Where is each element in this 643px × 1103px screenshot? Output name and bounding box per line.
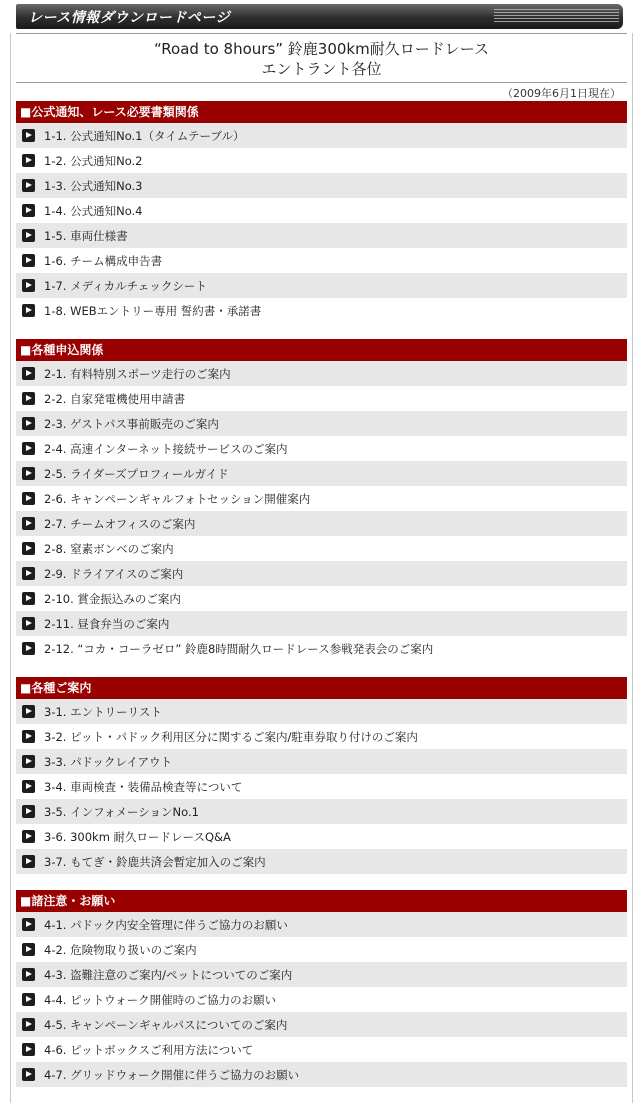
document-link-item[interactable]	[16, 561, 627, 586]
document-link-item[interactable]	[16, 173, 627, 198]
document-link-label[interactable]: 3-5. インフォメーションNo.1	[44, 804, 199, 819]
document-link-label[interactable]: 1-7. メディカルチェックシート	[44, 278, 207, 293]
document-link-item[interactable]	[16, 824, 627, 849]
document-link-item[interactable]	[16, 223, 627, 248]
play-arrow-icon	[22, 517, 35, 530]
document-link-label[interactable]: 3-4. 車両検査・装備品検査等について	[44, 779, 243, 794]
document-link-label[interactable]: 2-9. ドライアイスのご案内	[44, 566, 184, 581]
document-link-item[interactable]	[16, 962, 627, 987]
play-arrow-icon	[22, 179, 35, 192]
play-arrow-icon	[22, 968, 35, 981]
document-link-label[interactable]: 3-6. 300km 耐久ロードレースQ&A	[44, 829, 231, 844]
document-list	[16, 123, 627, 323]
title-top-rule	[16, 33, 627, 34]
document-link-label[interactable]: 2-11. 昼食弁当のご案内	[44, 616, 170, 631]
play-arrow-icon	[22, 730, 35, 743]
document-link-label[interactable]: 4-4. ピットウォーク開催時のご協力のお願い	[44, 992, 277, 1007]
document-link-item[interactable]	[16, 536, 627, 561]
document-link-item[interactable]	[16, 774, 627, 799]
document-link-label[interactable]: 1-5. 車両仕様書	[44, 228, 128, 243]
document-link-label[interactable]: 4-3. 盗難注意のご案内/ペットについてのご案内	[44, 967, 293, 982]
document-link-item[interactable]	[16, 912, 627, 937]
section-heading: ■諸注意・お願い	[16, 890, 627, 912]
document-list	[16, 912, 627, 1087]
play-arrow-icon	[22, 467, 35, 480]
document-link-label[interactable]: 4-5. キャンペーンギャルパスについてのご案内	[44, 1017, 288, 1032]
document-link-item[interactable]	[16, 636, 627, 661]
play-arrow-icon	[22, 855, 35, 868]
document-link-label[interactable]: 2-8. 窒素ボンベのご案内	[44, 541, 174, 556]
section-official-notices	[16, 101, 627, 323]
section-guides	[16, 677, 627, 874]
play-arrow-icon	[22, 993, 35, 1006]
document-link-label[interactable]: 2-12. “コカ・コーラゼロ” 鈴鹿8時間耐久ロードレース参戦発表会のご案内	[44, 641, 434, 656]
document-link-item[interactable]	[16, 298, 627, 323]
as-of-date: （2009年6月1日現在）	[502, 87, 621, 100]
document-link-item[interactable]	[16, 987, 627, 1012]
play-arrow-icon	[22, 367, 35, 380]
play-arrow-icon	[22, 279, 35, 292]
play-arrow-icon	[22, 154, 35, 167]
document-link-item[interactable]	[16, 699, 627, 724]
document-link-label[interactable]: 1-1. 公式通知No.1（タイムテーブル）	[44, 128, 245, 143]
document-list	[16, 699, 627, 874]
document-link-label[interactable]: 3-7. もてぎ・鈴鹿共済会暫定加入のご案内	[44, 854, 266, 869]
document-link-label[interactable]: 1-2. 公式通知No.2	[44, 153, 143, 168]
play-arrow-icon	[22, 780, 35, 793]
section-heading: ■各種申込関係	[16, 339, 627, 361]
play-arrow-icon	[22, 1018, 35, 1031]
event-title-line1: “Road to 8hours” 鈴鹿300km耐久ロードレース	[154, 40, 489, 58]
document-link-item[interactable]	[16, 1037, 627, 1062]
page-header-title: レース情報ダウンロードページ	[28, 10, 231, 26]
document-link-label[interactable]: 2-10. 賞金振込みのご案内	[44, 591, 181, 606]
page-header-banner	[16, 4, 623, 29]
document-link-label[interactable]: 2-4. 高速インターネット接続サービスのご案内	[44, 441, 288, 456]
document-link-item[interactable]	[16, 386, 627, 411]
play-arrow-icon	[22, 417, 35, 430]
document-link-item[interactable]	[16, 749, 627, 774]
document-link-label[interactable]: 4-2. 危険物取り扱いのご案内	[44, 942, 197, 957]
document-link-item[interactable]	[16, 411, 627, 436]
document-link-label[interactable]: 4-7. グリッドウォーク開催に伴うご協力のお願い	[44, 1067, 300, 1082]
document-link-item[interactable]	[16, 1012, 627, 1037]
play-arrow-icon	[22, 805, 35, 818]
document-link-label[interactable]: 1-6. チーム構成申告書	[44, 253, 163, 268]
section-cautions	[16, 890, 627, 1087]
document-link-item[interactable]	[16, 724, 627, 749]
document-link-item[interactable]	[16, 148, 627, 173]
section-heading: ■各種ご案内	[16, 677, 627, 699]
document-link-item[interactable]	[16, 461, 627, 486]
document-link-label[interactable]: 2-6. キャンペーンギャルフォトセッション開催案内	[44, 491, 311, 506]
document-link-label[interactable]: 1-4. 公式通知No.4	[44, 203, 143, 218]
play-arrow-icon	[22, 442, 35, 455]
document-link-item[interactable]	[16, 273, 627, 298]
document-link-label[interactable]: 1-3. 公式通知No.3	[44, 178, 143, 193]
play-arrow-icon	[22, 617, 35, 630]
document-link-item[interactable]	[16, 849, 627, 874]
document-link-label[interactable]: 3-3. パドックレイアウト	[44, 754, 172, 769]
event-title-line2: エントラント各位	[261, 60, 382, 78]
play-arrow-icon	[22, 492, 35, 505]
header-stripe-decoration	[494, 9, 619, 24]
section-applications	[16, 339, 627, 661]
document-link-label[interactable]: 2-5. ライダーズプロフィールガイド	[44, 466, 229, 481]
document-link-item[interactable]	[16, 937, 627, 962]
play-arrow-icon	[22, 542, 35, 555]
play-arrow-icon	[22, 705, 35, 718]
document-link-item[interactable]	[16, 123, 627, 148]
play-arrow-icon	[22, 755, 35, 768]
play-arrow-icon	[22, 592, 35, 605]
play-arrow-icon	[22, 1043, 35, 1056]
play-arrow-icon	[22, 642, 35, 655]
play-arrow-icon	[22, 943, 35, 956]
document-link-label[interactable]: 2-3. ゲストパス事前販売のご案内	[44, 416, 219, 431]
document-link-item[interactable]	[16, 248, 627, 273]
play-arrow-icon	[22, 830, 35, 843]
document-link-label[interactable]: 4-1. パドック内安全管理に伴うご協力のお願い	[44, 917, 288, 932]
play-arrow-icon	[22, 567, 35, 580]
document-link-item[interactable]	[16, 586, 627, 611]
play-arrow-icon	[22, 129, 35, 142]
section-heading: ■公式通知、レース必要書類関係	[16, 101, 627, 123]
play-arrow-icon	[22, 392, 35, 405]
document-link-label[interactable]: 2-2. 自家発電機使用申請書	[44, 391, 186, 406]
document-link-item[interactable]	[16, 198, 627, 223]
play-arrow-icon	[22, 254, 35, 267]
document-link-label[interactable]: 4-6. ピットボックスご利用方法について	[44, 1042, 254, 1057]
document-link-label[interactable]: 2-1. 有料特別スポーツ走行のご案内	[44, 366, 231, 381]
document-link-item[interactable]	[16, 436, 627, 461]
document-link-label[interactable]: 1-8. WEBエントリー専用 誓約書・承諾書	[44, 303, 262, 318]
play-arrow-icon	[22, 229, 35, 242]
play-arrow-icon	[22, 918, 35, 931]
event-title	[16, 39, 627, 79]
document-link-item[interactable]	[16, 511, 627, 536]
play-arrow-icon	[22, 304, 35, 317]
document-link-item[interactable]	[16, 486, 627, 511]
document-link-label[interactable]: 2-7. チームオフィスのご案内	[44, 516, 196, 531]
title-bottom-rule	[16, 82, 627, 83]
document-link-label[interactable]: 3-1. エントリーリスト	[44, 704, 162, 719]
document-link-item[interactable]	[16, 1062, 627, 1087]
play-arrow-icon	[22, 1068, 35, 1081]
document-list	[16, 361, 627, 661]
document-link-item[interactable]	[16, 799, 627, 824]
document-link-label[interactable]: 3-2. ピット・パドック利用区分に関するご案内/駐車券取り付けのご案内	[44, 729, 418, 744]
play-arrow-icon	[22, 204, 35, 217]
document-link-item[interactable]	[16, 361, 627, 386]
document-link-item[interactable]	[16, 611, 627, 636]
